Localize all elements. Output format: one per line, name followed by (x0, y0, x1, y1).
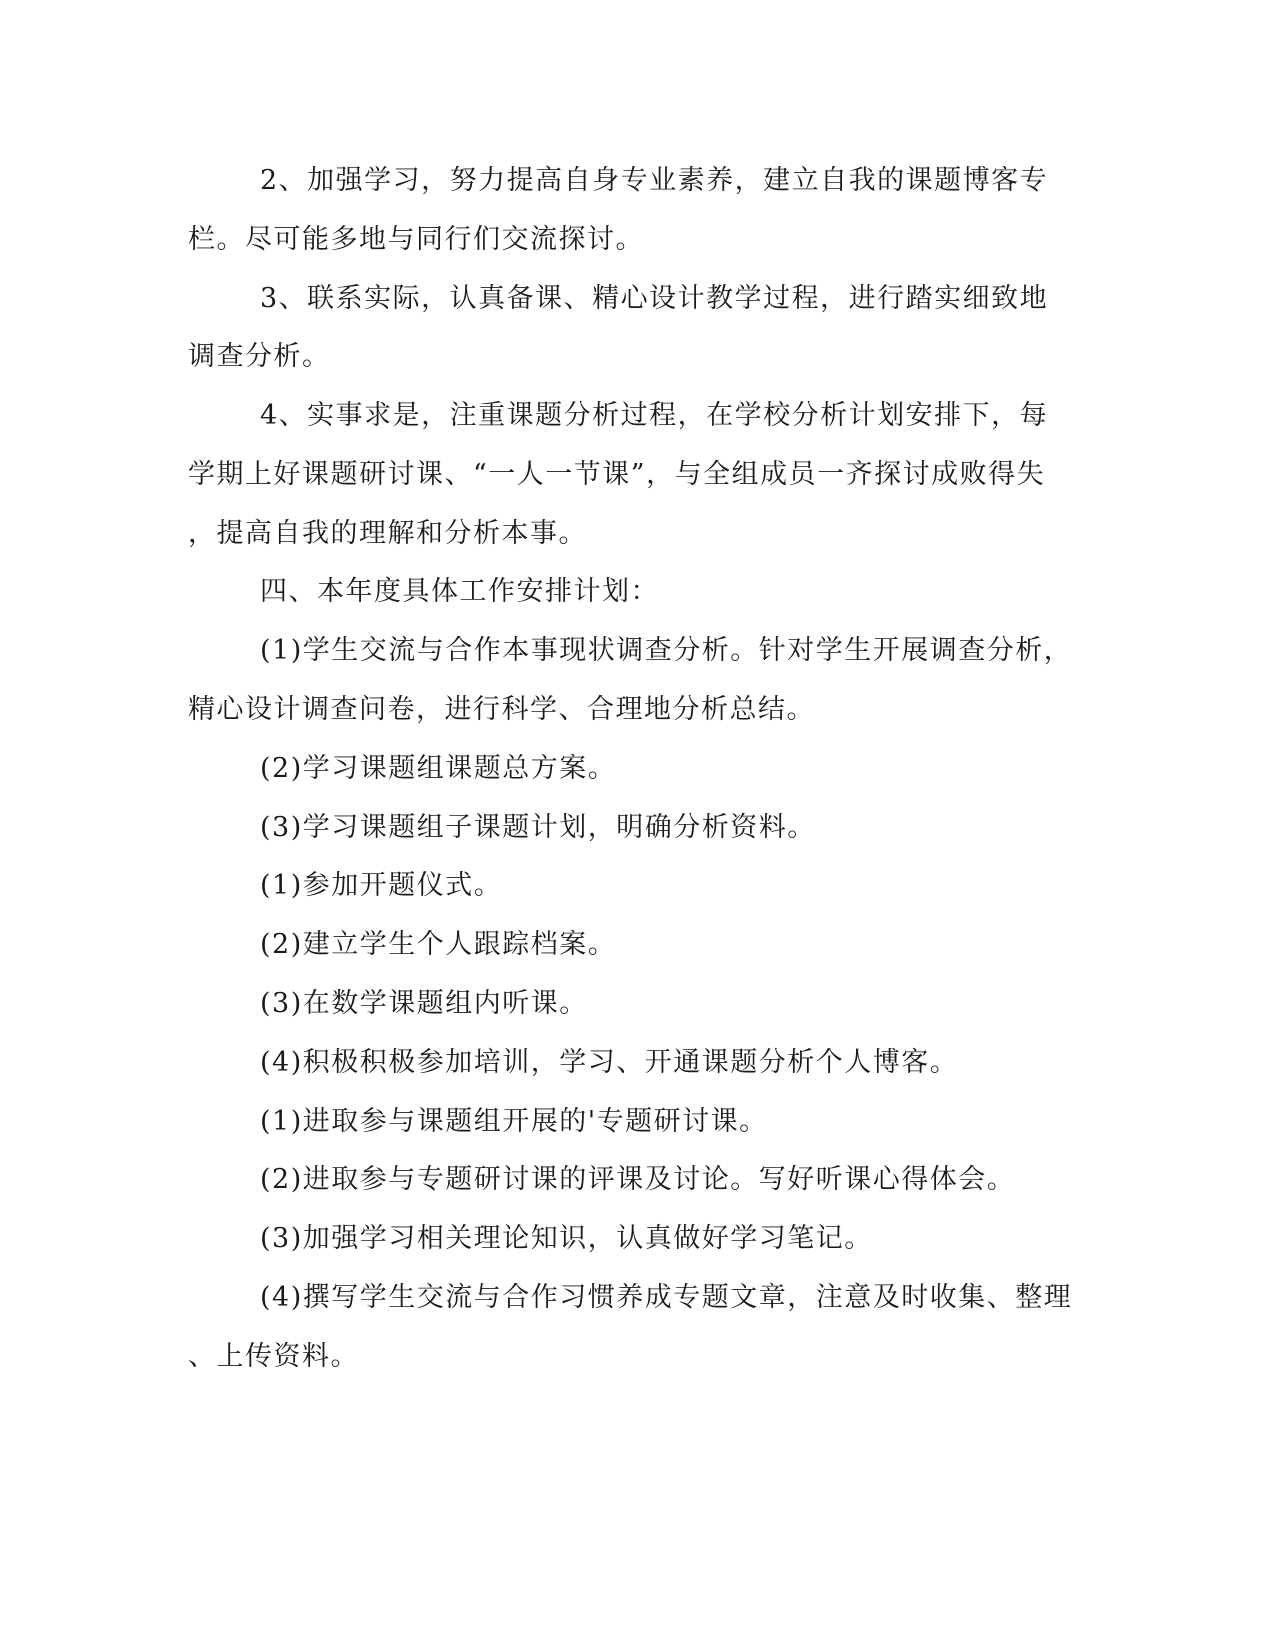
list-item: (1)进取参与课题组开展的'专题研讨课。 (260, 1106, 768, 1137)
list-item: (3)在数学课题组内听课。 (260, 988, 588, 1019)
list-item: (3)学习课题组子课题计划，明确分析资料。 (260, 812, 816, 843)
paragraph-line: 2、加强学习，努力提高自身专业素养，建立自我的课题博客专 (260, 165, 1049, 196)
list-item: (2)进取参与专题研讨课的评课及讨论。写好听课心得体会。 (260, 1164, 1016, 1195)
paragraph-line: 4、实事求是，注重课题分析过程，在学校分析计划安排下，每 (260, 400, 1049, 431)
paragraph-line: 调查分析。 (188, 341, 331, 372)
list-item: (4)积极积极参加培训，学习、开通课题分析个人博客。 (260, 1047, 959, 1078)
paragraph-line: 栏。尽可能多地与同行们交流探讨。 (188, 224, 644, 255)
paragraph-line: (1)学生交流与合作本事现状调查分析。针对学生开展调查分析， (260, 635, 1073, 666)
list-item: (3)加强学习相关理论知识，认真做好学习笔记。 (260, 1223, 873, 1254)
list-item: (2)建立学生个人跟踪档案。 (260, 929, 617, 960)
paragraph-line: 学期上好课题研讨课、“一人一节课”，与全组成员一齐探讨成败得失 (188, 459, 1046, 490)
list-item: (2)学习课题组课题总方案。 (260, 753, 617, 784)
paragraph-line: 、上传资料。 (188, 1341, 359, 1372)
paragraph-line: 精心设计调查问卷，进行科学、合理地分析总结。 (188, 694, 815, 725)
paragraph-line: 3、联系实际，认真备课、精心设计教学过程，进行踏实细致地 (260, 283, 1049, 314)
section-heading: 四、本年度具体工作安排计划： (260, 576, 659, 607)
paragraph-line: ，提高自我的理解和分析本事。 (188, 518, 587, 549)
list-item: (4)撰写学生交流与合作习惯养成专题文章，注意及时收集、整理 (260, 1282, 1073, 1313)
list-item: (1)参加开题仪式。 (260, 870, 503, 901)
